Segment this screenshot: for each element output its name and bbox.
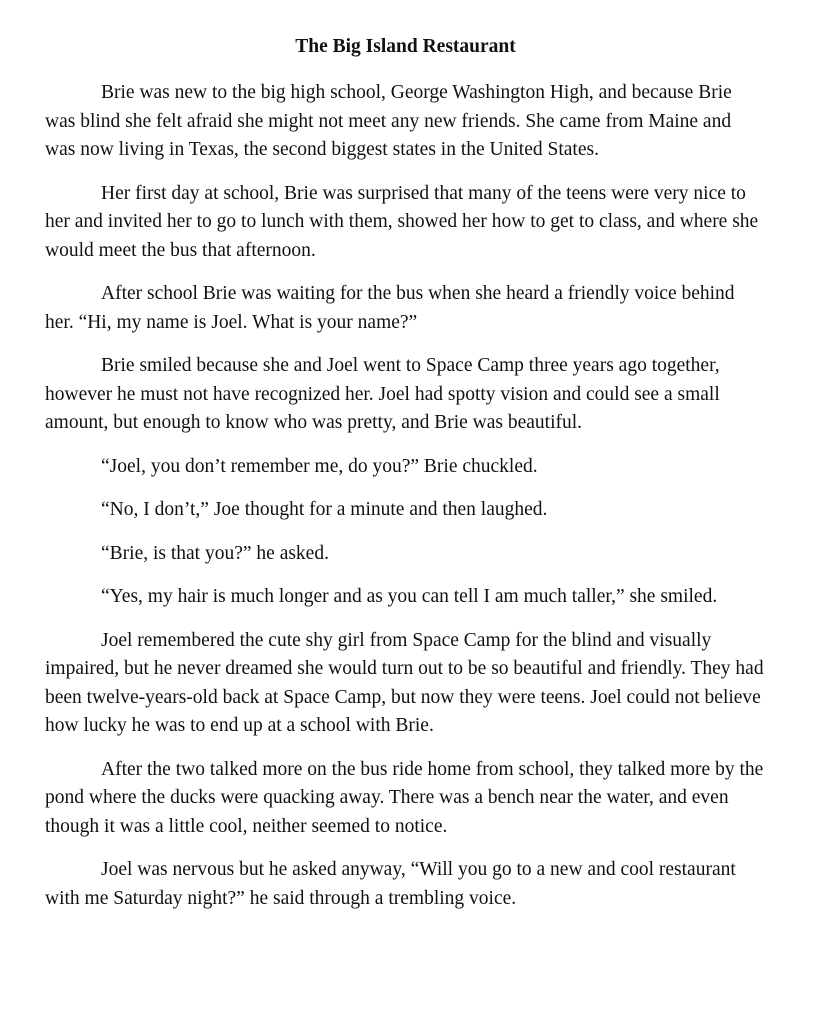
paragraph-2: Her first day at school, Brie was surprised that many of the teens were very nice to her and invited her to go to lunch with them, showed her how to get to class, and where she would meet the bus that afternoon.	[45, 182, 759, 261]
document-title: The Big Island Restaurant	[295, 36, 516, 57]
paragraph-4: Brie smiled because she and Joel went to Space Camp three years ago together, however he must not have recognized her. Joel had spotty vision and could see a small amount, but enough to know who was pretty, and Brie was beautiful.	[45, 355, 720, 433]
paragraph-6: “No, I don’t,” Joe thought for a minute and then laughed.	[101, 499, 548, 520]
paragraph-3: After school Brie was waiting for the bus when she heard a friendly voice behind her. “Hi, my name is Joel. What is your name?”	[45, 283, 735, 333]
paragraph-1: Brie was new to the big high school, George Washington High, and because Brie was blind she felt afraid she might not meet any new friends. She came from Maine and was now living in Texas, the second biggest states in the United States.	[45, 82, 732, 160]
paragraph-5: “Joel, you don’t remember me, do you?” Brie chuckled.	[101, 455, 538, 477]
paragraph-9: Joel remembered the cute shy girl from Space Camp for the blind and visually impaired, but he never dreamed she would turn out to be so beautiful and friendly. They had been twelve-years-old back at Space Camp, but now they were teens. Joel could not believe how lucky he was to end up at a school with Brie.	[45, 629, 764, 736]
paragraph-8: “Yes, my hair is much longer and as you can tell I am much taller,” she smiled.	[101, 586, 718, 607]
paragraph-7: “Brie, is that you?” he asked.	[101, 542, 329, 564]
paragraph-11: Joel was nervous but he asked anyway, “Will you go to a new and cool restaurant with me Saturday night?” he said through a trembling voice.	[45, 859, 736, 909]
paragraph-10: After the two talked more on the bus ride home from school, they talked more by the pond where the ducks were quacking away. There was a bench near the water, and even though it was a little cool, neither seemed to notice.	[45, 758, 764, 837]
